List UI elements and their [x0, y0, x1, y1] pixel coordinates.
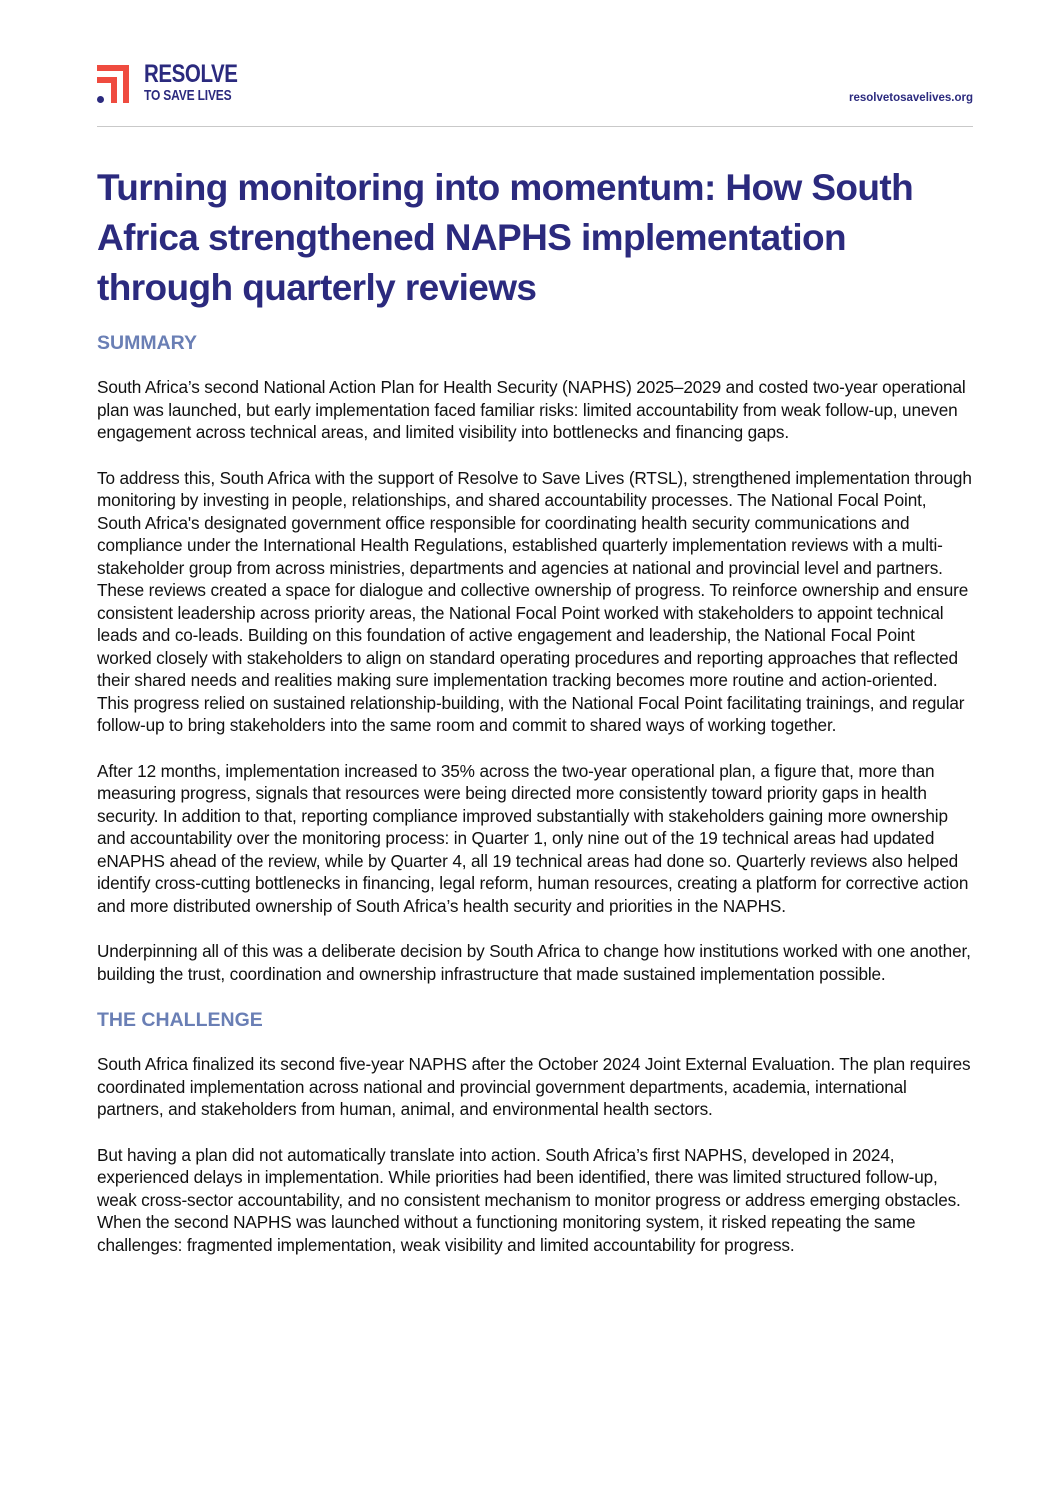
challenge-paragraph-1: South Africa finalized its second five-year NAPHS after the October 2024 Joint External Evaluation. The plan requires coordinated implementation across national and provincial government departments, academia, international partners, and stakeholders from human, animal, and environmental health sectors.: [97, 1054, 971, 1119]
summary-paragraph-2: To address this, South Africa with the support of Resolve to Save Lives (RTSL), strengthened implementation through monitoring by investing in people, relationships, and shared accountability processes. The National Focal Point, South Africa's designated government office responsible for coordinating health security communications and compliance under the International Health Regulations, established quarterly implementation reviews with a multi-stakeholder group from across ministries, departments and agencies at national and provincial level and partners. These reviews created a space for dialogue and collective ownership of progress. To reinforce ownership and ensure consistent leadership across priority areas, the National Focal Point worked with stakeholders to appoint technical leads and co-leads. Building on this foundation of active engagement and leadership, the National Focal Point worked closely with stakeholders to align on standard operating procedures and reporting approaches that reflected their shared needs and realities making sure implementation tracking becomes more routine and action-oriented. This progress relied on sustained relationship-building, with the National Focal Point facilitating trainings, and regular follow-up to bring stakeholders into the same room and commit to shared ways of working together.: [97, 467, 972, 735]
logo-wordmark: [144, 62, 258, 103]
section-heading-summary: SUMMARY: [97, 332, 198, 354]
document-title: Turning monitoring into momentum: How South Africa strengthened NAPHS implementation through quarterly reviews: [97, 167, 914, 308]
summary-paragraph-1: South Africa’s second National Action Plan for Health Security (NAPHS) 2025–2029 and costed two-year operational plan was launched, but early implementation faced familiar risks: limited accountability from weak follow-up, uneven engagement across technical areas, and limited visibility into bottlenecks and financing gaps.: [97, 377, 966, 442]
section-heading-challenge: THE CHALLENGE: [97, 1009, 263, 1031]
logo-line-2: TO SAVE LIVES: [144, 87, 232, 104]
summary-paragraph-3: After 12 months, implementation increased to 35% across the two-year operational plan, a figure that, more than measuring progress, signals that resources were being directed more consistently toward priority gaps in health security. In addition to that, reporting compliance improved substantially with stakeholders gaining more ownership and accountability over the monitoring process: in Quarter 1, only nine out of the 19 technical areas had updated eNAPHS ahead of the review, while by Quarter 4, all 19 technical areas had done so. Quarterly reviews also helped identify cross-cutting bottlenecks in financing, legal reform, human resources, creating a platform for corrective action and more distributed ownership of South Africa’s health security and priorities in the NAPHS.: [97, 760, 969, 916]
site-url: resolvetosavelives.org: [848, 92, 973, 104]
page-header: [97, 60, 973, 127]
resolve-logo: [97, 62, 247, 106]
document-body: [97, 330, 973, 1256]
summary-paragraph-4: Underpinning all of this was a deliberate decision by South Africa to change how institutions worked with one another, building the trust, coordination and ownership infrastructure that made sustained implementation possible.: [97, 941, 971, 984]
challenge-paragraph-2: But having a plan did not automatically translate into action. South Africa’s first NAPHS, developed in 2024, experienced delays in implementation. While priorities had been identified, there was limited structured follow-up, weak cross-sector accountability, and no consistent mechanism to monitor progress or address emerging obstacles. When the second NAPHS was launched without a functioning monitoring system, it risked repeating the same challenges: fragmented implementation, weak visibility and limited accountability for progress.: [97, 1144, 961, 1255]
resolve-logo-mark-icon: [97, 62, 139, 106]
logo-line-1: RESOLVE: [144, 60, 238, 88]
